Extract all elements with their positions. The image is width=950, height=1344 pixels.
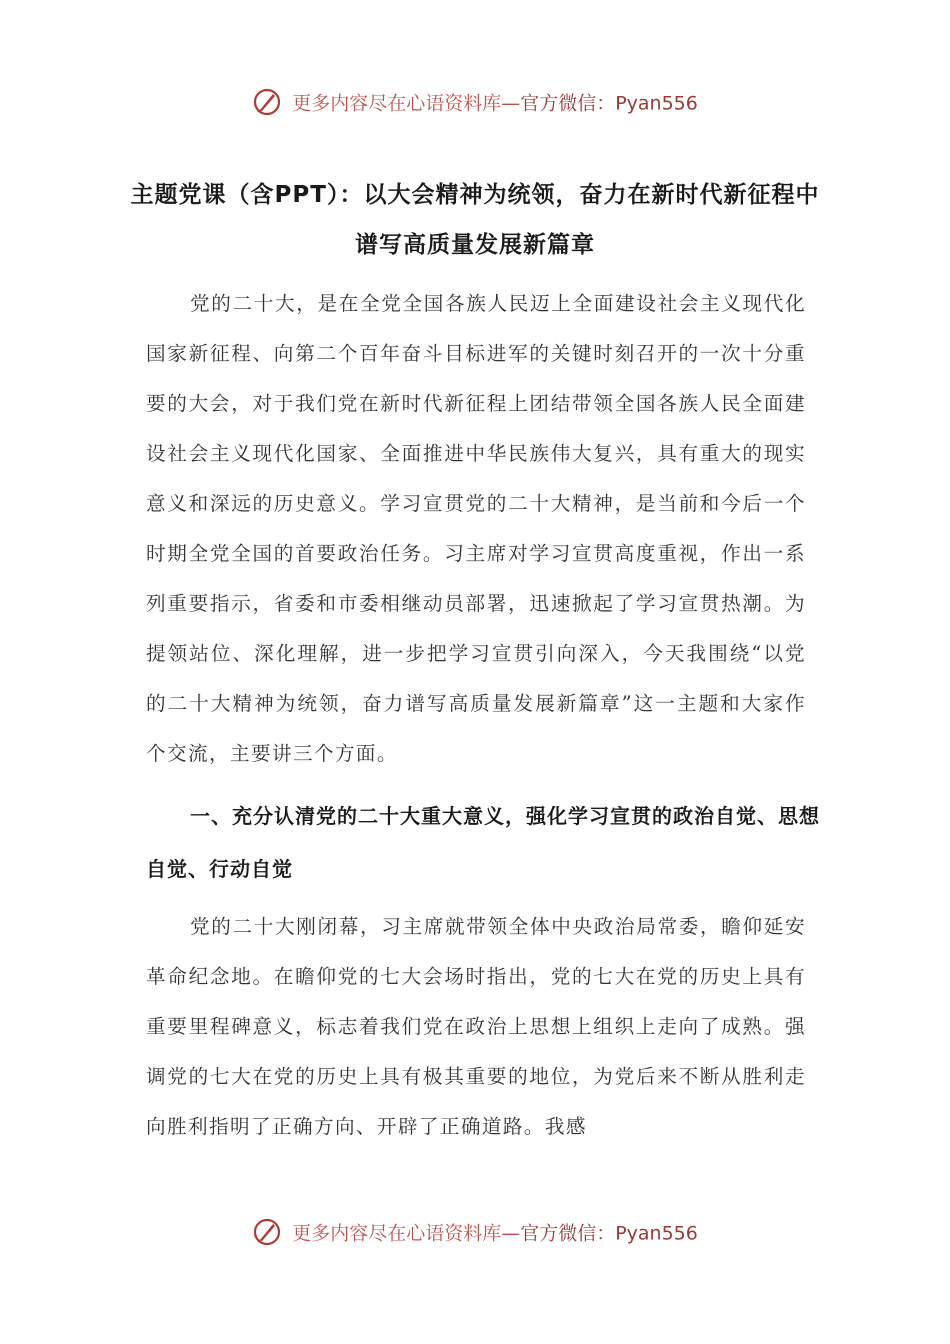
section-heading-1: 一、充分认清党的二十大重大意义，强化学习宣贯的政治自觉、思想自觉、行动自觉	[146, 804, 820, 881]
footer-banner	[0, 1217, 950, 1247]
header-banner-text: 更多内容尽在心语资料库—	[292, 92, 521, 115]
header-banner-wechat: 官方微信：Pyan556	[520, 92, 698, 115]
header-banner	[0, 87, 950, 117]
footer-banner-wechat: 官方微信：Pyan556	[520, 1222, 698, 1245]
quill-logo-icon	[252, 87, 282, 117]
document-title: 主题党课（含PPT）：以大会精神为统领，奋力在新时代新征程中谱写高质量发展新篇章	[130, 182, 820, 258]
paragraph-intro: 党的二十大，是在全党全国各族人民迈上全面建设社会主义现代化国家新征程、向第二个百年奋斗目标进军的关键时刻召开的一次十分重要的大会，对于我们党在新时代新征程上团结带领全国各族人民全面建设社会主义现代化国家、全面推进中华民族伟大复兴，具有重大的现实意义和深远的历史意义。学习宣贯党的二十大精神，是当前和今后一个时期全党全国的首要政治任务。习主席对学习宣贯高度重视，作出一系列重要指示，省委和市委相继动员部署，迅速掀起了学习宣贯热潮。为提领站位、深化理解，进一步把学习宣贯引向深入，今天我围绕“以党的二十大精神为统领，奋力谱写高质量发展新篇章”这一主题和大家作个交流，主要讲三个方面。	[146, 292, 806, 765]
footer-banner-text: 更多内容尽在心语资料库—	[292, 1222, 521, 1245]
quill-logo-icon	[252, 1217, 282, 1247]
paragraph-section-1: 党的二十大刚闭幕，习主席就带领全体中央政治局常委，瞻仰延安革命纪念地。在瞻仰党的七大会场时指出，党的七大在党的历史上具有重要里程碑意义，标志着我们党在政治上思想上组织上走向了成熟。强调党的七大在党的历史上具有极其重要的地位，为党后来不断从胜利走向胜利指明了正确方向、开辟了正确道路。我感	[146, 915, 806, 1138]
